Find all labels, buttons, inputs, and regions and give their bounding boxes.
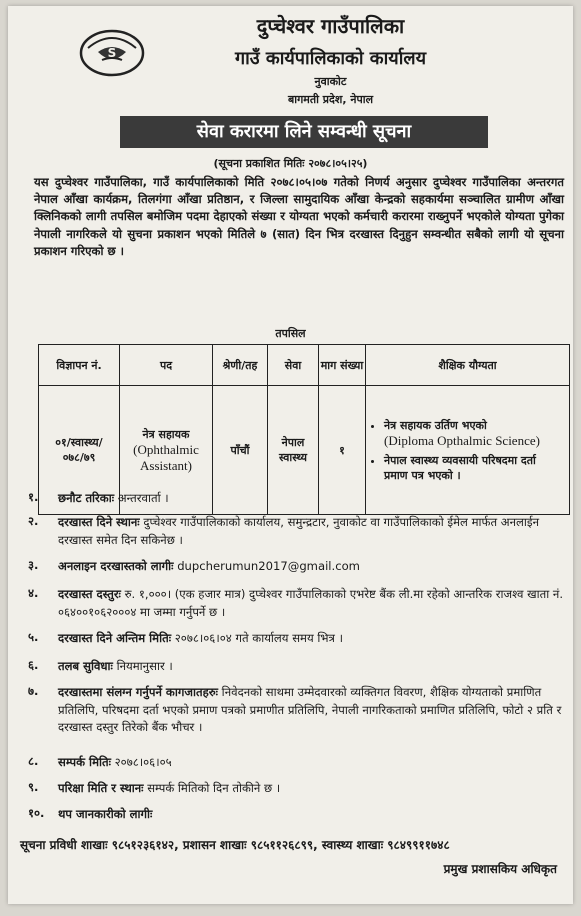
district-name: नुवाकोट (314, 75, 347, 88)
item-number: ८. (28, 754, 39, 768)
item-label: थप जानकारीको लागीः (58, 807, 153, 821)
publication-date: (सूचना प्रकाशित मितिः २०७८।०५।२५) (213, 157, 368, 170)
cell-demand: १ (319, 386, 366, 515)
cell-level: पाँचौं (213, 386, 268, 515)
cell-ad-no: ०१/स्वास्थ्य/०७८/७९ (39, 386, 120, 515)
item-label: छनौट तरिकाः (58, 491, 115, 505)
col-qualification: शैक्षिक यौग्यता (366, 345, 570, 386)
post-name-en: (Ophthalmic Assistant) (133, 441, 199, 473)
item-text: २०७८।०६।०५ (110, 755, 172, 769)
intro-paragraph: यस दुप्चेश्वर गाउँपालिका, गाउँ कार्यपालिकाको मिति २०७८।०५।०७ गतेको निणर्य अनुसार दुप्चेश्वर गाउँपालिका अन्तरगत नेपाल आँखा कार्यक्रम, तिलगंगा आँखा प्रतिष्ठान, र जिल्ला सामुदायिक आँखा केन्द्रको सहकार्यमा सञ्चालित ग्रामीण आँखा क्लिनिकको लागी तपसिल बमोजिम पदमा देहाएको संख्या र योग्यता भएको कर्मचारी करारमा राख्नुपर्ने भएकोले योग्यता पुगेका नेपाली नागरिकले यो सुचना प्रकाशन भएको मितिले ७ (सात) दिन भित्र दरखास्त दिनुहुन सम्वन्धीत सबैको लागी यो सूचना प्रकाशन गरिएको छ । (34, 175, 564, 258)
item-number: ६. (28, 658, 39, 672)
item-label: दरखास्तमा संलग्न गर्नुपर्ने कागजातहरुः (58, 685, 218, 699)
col-ad-no: विज्ञापन नं. (39, 345, 120, 386)
table-caption: तपसिल (275, 327, 306, 340)
contact-numbers: सूचना प्रविधी शाखाः ९८५१२३६१४२, प्रशासन शाखाः ९८५११२६८९९, स्वास्थ्य शाखाः ९८४९९११७४८ (20, 838, 450, 852)
col-service: सेवा (268, 345, 319, 386)
item-text: नियमानुसार । (112, 659, 173, 673)
item-number: ७. (28, 684, 39, 698)
notice-page (8, 6, 573, 904)
item-text: २०७८।०६।०४ गते कार्यालय समय भित्र । (171, 631, 344, 645)
col-demand: माग संख्या (319, 345, 366, 386)
province-name: बागमती प्रदेश, नेपाल (287, 93, 374, 106)
item-number: १. (28, 490, 39, 504)
item-label: दरखास्त दिने स्थानः (58, 515, 140, 529)
post-name-np: नेत्र सहायक (142, 427, 190, 441)
item-text: रु. १,०००। (एक हजार मात्र) दुप्चेश्वर गाउँपालिकाको एभरेष्ट बैंक ली.मा रहेको आन्तरिक राजश्व खाता नं. ०६४००१०६२०००४ मा जम्मा गर्नुपर्ने छ । (58, 587, 564, 619)
item-number: ५. (28, 630, 39, 644)
item-label: परिक्षा मिति र स्थानः (58, 781, 144, 795)
svg-text:S: S (107, 46, 117, 60)
item-label: सम्पर्क मितिः (58, 755, 111, 769)
item-label: दरखास्त दस्तुरः (58, 587, 121, 601)
notice-title-banner: सेवा करारमा लिने सम्वन्धी सूचना (120, 116, 488, 148)
item-number: ३. (28, 558, 39, 572)
item-number: ४. (28, 586, 39, 600)
item-text: अन्तरवार्ता । (114, 491, 169, 505)
item-label: तलब सुविधाः (58, 659, 113, 673)
item-number: २. (28, 514, 39, 528)
item-number: १०. (28, 806, 45, 820)
col-post: पद (120, 345, 213, 386)
table-header-row (39, 345, 570, 386)
item-number: ९. (28, 780, 39, 794)
qualification-item: • नेपाल स्वास्थ्य व्यवसायी परिषदमा दर्ता प्रमाण पत्र भएको । (384, 453, 563, 483)
qualification-item (384, 418, 563, 449)
item-label: अनलाइन दरखास्तको लागीः (58, 559, 174, 573)
municipality-name: दुप्चेश्वर गाउँपालिका (256, 14, 405, 38)
signatory-title: प्रमुख प्रशासकिय अधिकृत (443, 862, 557, 876)
email-link[interactable]: dupcherumun2017@gmail.com (173, 559, 360, 573)
qualification-en: (Diploma Opthalmic Science) (384, 432, 540, 448)
qualification-list (372, 418, 563, 483)
col-level: श्रेणी/तह (213, 345, 268, 386)
office-name: गाउँ कार्यपालिकाको कार्यालय (234, 48, 427, 69)
qualification-np: नेत्र सहायक उर्तिण भएको (384, 418, 487, 432)
item-text: दुप्चेश्वर गाउँपालिकाको कार्यालय, समुन्द्रटार, नुवाकोट वा गाउँपालिकाको ईमेल मार्फत अनलाईन दरखास्त समेत दिन सकिनेछ । (58, 515, 540, 547)
item-text: निवेदनको साथमा उम्मेदवारको व्यक्तिगत विवरण, शैक्षिक योग्यताको प्रमाणित प्रतिलिपि, परिषदमा दर्ता भएको प्रमाण पत्रको प्रमाणीत प्रतिलिपि, नेपाली नागरिकताको प्रमाणित प्रतिलिपि, फोटो २ प्रति र दरखास्त दस्तुर तिरेको बैंक भौचर । (58, 685, 562, 734)
item-label: दरखास्त दिने अन्तिम मितिः (58, 631, 172, 645)
item-text: सम्पर्क मितिको दिन तोकीने छ । (143, 781, 281, 795)
cell-service: नेपाल स्वास्थ्य (268, 386, 319, 515)
